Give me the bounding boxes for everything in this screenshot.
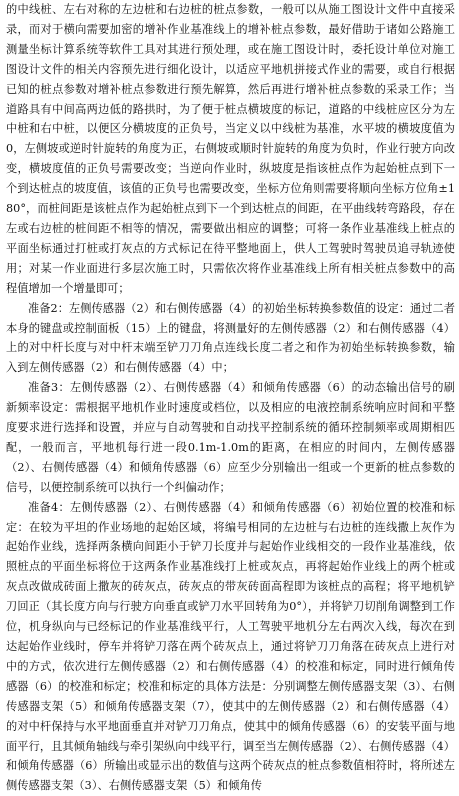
paragraph-preparation-3: 准备3：左侧传感器（2）、右侧传感器（4）和倾角传感器（6）的动态输出信号的刷新频率设定：需根据平地机作业时速度或档位，以及相应的电液控制系统响应时间和平整度要求进行选择和设置，并应与自动驾驶和自动找平控制系统的循环控制频率或周期相匹配，一般而言，平地机每行进一段0.1m-1.0m的距离，在相应的时间内，左侧传感器（2）、右侧传感器（4）和倾角传感器（6）应至少分别输出一组或一个更新的桩点参数的信号，以便控制系统可以执行一个纠偏动作； bbox=[6, 381, 455, 494]
paragraph-continued-text: 的中线桩、左右对称的左边桩和右边桩的桩点参数，一般可以从施工图设计文件中直接采录，而对于横向需要加密的增补作业基准线上的增补桩点参数，最好借助于诸如公路施工测量坐标计算系统等软件工具对其进行预处理，或在施工图设计时，委托设计单位对施工图设计文件的相关内容预先进行细化设计，以适应平地机拼接式作业的需要，或自行根据已知的桩点参数对增补桩点参数进行预先解算，然后再进行增补桩点参数的采录工作；当道路具有中间高两边低的路拱时，为了便于桩点横坡度的标记，道路的中线桩应区分为左中桩和右中桩，以便区分横坡度的正负号，当定义以中线桩为基准，水平坡的横坡度值为0，左侧坡或逆时针旋转的角度为正，右侧坡或顺时针旋转的角度为负时，作业行驶方向改变，横坡度值的正负号需要改变；当逆向作业时，纵坡度是指该桩点作为起始桩点到下一个到达桩点的坡度值，该值的正负号也需要改变，坐标方位角则需要将顺向坐标方位角±180°，而桩间距是该桩点作为起始桩点到下一个到达桩点的间距，在平曲线转弯路段，存在左或右边桩的桩间距不相等的情况，需要做出相应的调整；可将一条作业基准线上桩点的平面坐标通过打桩或打灰点的方式标记在待平整地面上，供人工驾驶时驾驶员追寻轨迹使用；对某一作业面进行多层次施工时，只需依次将作业基准线上所有相关桩点参数中的高程值增加一个增量即可； bbox=[6, 3, 455, 295]
paragraph-preparation-4: 准备4：左侧传感器（2）、右侧传感器（4）和倾角传感器（6）初始位置的校准和标定：在较为平坦的作业场地的起始区域，将编号相同的左边桩与右边桩的连线撒上灰作为起始作业线，选择两条横向间距小于铲刀长度并与起始作业线相交的一段作业基准线，依照桩点的平面坐标将位于这两条作业基准线打上桩或灰点，再将起始作业线上的两个桩或灰点改做成砖面上撒灰的砖灰点，砖灰点的带灰砖面高程即为该桩点的高程；将平地机铲刀回正（其长度方向与行驶方向垂直或铲刀水平回转角为0°），并将铲刀切削角调整到工作位，机身纵向与已经标记的作业基准线平行，人工驾驶平地机分左右两次入线，每次在到达起始作业线时，停车并将铲刀落在两个砖灰点上，通过将铲刀刀角落在砖灰点上进行对中的方式，依次进行左侧传感器（2）和右侧传感器（4）的校准和标定，同时进行倾角传感器（6）的校准和标定；校准和标定的具体方法是：分别调整左侧传感器支架（3）、右侧传感器支架（5）和倾角传感器支架（7），使其中的左侧传感器（2）和右侧传感器（4）的对中杆保持与水平地面垂直并对铲刀刀角点，使其中的倾角传感器（6）的安装平面与地面平行，且其倾角轴线与牵引架纵向中线平行，调至当左侧传感器（2）、右侧传感器（4）和倾角传感器（6）所输出或显示出的数值与这两个砖灰点的桩点参数值相符时，将所述左侧传感器支架（3）、右侧传感器支架（5）和倾角传 bbox=[6, 500, 455, 793]
paragraph-preparation-2: 准备2：左侧传感器（2）和右侧传感器（4）的初始坐标转换参数值的设定：通过二者本身的键盘或控制面板（15）上的键盘，将测量好的左侧传感器（2）和右侧传感器（4）上的对中杆长度与对中杆末端至铲刀刀角点连线长度二者之和作为初始坐标转换参数，输入到左侧传感器（2）和右侧传感器（4）中； bbox=[6, 301, 455, 375]
